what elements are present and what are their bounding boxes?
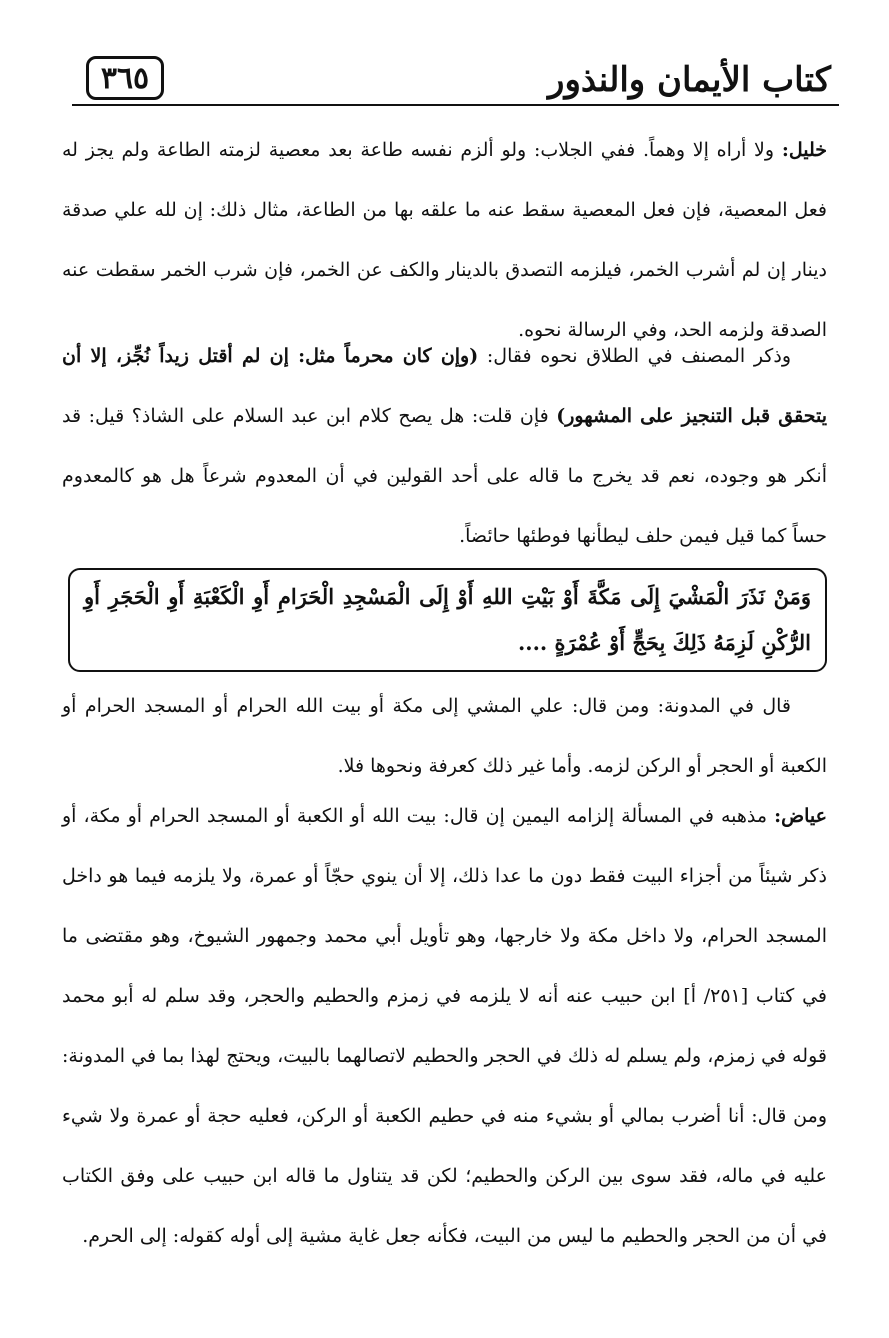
header-rule	[72, 104, 839, 106]
page-number: ٣٦٥	[86, 56, 164, 100]
paragraph-intro: وذكر المصنف في الطلاق نحوه فقال:	[478, 345, 791, 367]
page-header	[0, 0, 889, 110]
paragraph-musannif	[62, 326, 827, 566]
paragraph-text: فإن قلت: هل يصح كلام ابن عبد السلام على الشاذ؟ قيل: قد أنكر هو وجوده، نعم قد يخرج ما قاله على أحد القولين في أن المعدوم شرعاً هل هو كالمعدوم حساً كما قيل فيمن حلف ليطأنها فوطئها حائضاً.	[62, 405, 827, 547]
paragraph-text: مذهبه في المسألة إلزامه اليمين إن قال: بيت الله أو الكعبة أو المسجد الحرام أو مكة، أو ذكر شيئاً من أجزاء البيت فقط دون ما عدا ذلك، إلا أن ينوي حجّاً أو عمرة، ولا يلزمه فيما هو داخل المسجد الحرام، ولا داخل مكة ولا خارجها، وهو تأويل أبي محمد وجمهور الشيوخ، وهو مقتضى ما في كتاب [٢٥١/ أ] ابن حبيب عنه أنه لا يلزمه في زمزم والحطيم والحجر، وقد سلم له أبو محمد قوله في زمزم، ولم يسلم له ذلك في الحجر والحطيم لاتصالهما بالبيت، ويحتج لهذا بما في المدونة: ومن قال: أنا أضرب بمالي أو بشيء منه في حطيم الكعبة أو الركن، فعليه حجة أو عمرة ولا شيء عليه في ماله، فقد سوى بين الركن والحطيم؛ لكن قد يتناول ما قاله ابن حبيب على وفق الكتاب في أن من الحجر والحطيم ما ليس من البيت، فكأنه جعل غاية مشية إلى أوله كقوله: إلى الحرم.	[62, 805, 827, 1247]
paragraph-khalil	[62, 120, 827, 360]
matn-box: وَمَنْ نَذَرَ الْمَشْيَ إِلَى مَكَّةَ أَوْ بَيْتِ اللهِ أَوْ إِلَى الْمَسْجِدِ الْحَرَامِ أَوِ الْكَعْبَةِ أَوِ الْحَجَرِ أَوِ الرُّكْنِ لَزِمَهُ ذَلِكَ بِحَجٍّ أَوْ عُمْرَةٍ ....	[68, 568, 827, 672]
paragraph-iyad	[62, 786, 827, 1266]
quoted-text: (وإن كان محرماً مثل: إن لم أقتل زيداً نُجِّز، إلا أن يتحقق قبل التنجيز على المشهور)	[62, 345, 827, 427]
speaker-label: عياض:	[774, 805, 827, 827]
paragraph-text: ولا أراه إلا وهماً. ففي الجلاب: ولو ألزم نفسه طاعة بعد معصية لزمته الطاعة ولم يجز له فعل المعصية، فإن فعل المعصية سقط عنه ما علقه بها من الطاعة، مثال ذلك: إن لله علي صدقة دينار إن لم أشرب الخمر، فيلزمه التصدق بالدينار والكف عن الخمر، فإن شرب الخمر سقطت عنه الصدقة ولزمه الحد، وفي الرسالة نحوه.	[62, 139, 827, 341]
paragraph-mudawwana: قال في المدونة: ومن قال: علي المشي إلى مكة أو بيت الله الحرام أو المسجد الحرام أو الكعبة أو الحجر أو الركن لزمه. وأما غير ذلك كعرفة ونحوها فلا.	[62, 695, 827, 777]
running-title: كتاب الأيمان والنذور	[548, 60, 831, 100]
speaker-label: خليل:	[781, 139, 827, 161]
